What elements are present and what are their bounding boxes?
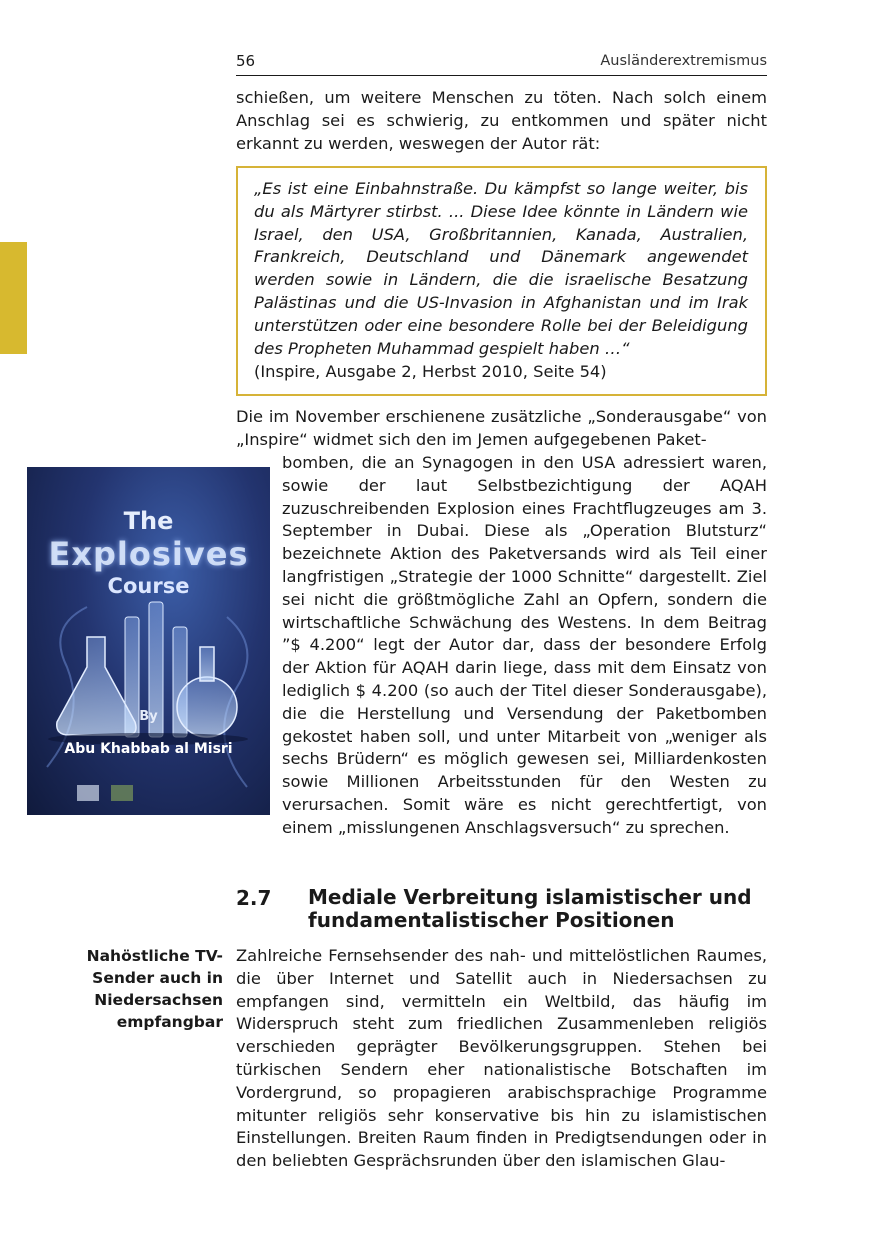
header-rule xyxy=(236,75,767,76)
paragraph-1: schießen, um weitere Menschen zu töten. Nach solch einem Anschlag sei es schwierig, zu entkommen und später nicht erkannt zu werden, weswegen der Autor rät: xyxy=(236,88,767,153)
margin-note: Nahöstliche TV-Sender auch in Niedersachsen empfangbar xyxy=(86,947,223,1031)
chapter-thumb-tab xyxy=(0,242,27,354)
cover-title-line2: Explosives xyxy=(48,535,249,573)
page-number: 56 xyxy=(236,52,256,70)
cover-title-line3: Course xyxy=(107,574,190,598)
section-number: 2.7 xyxy=(236,886,272,910)
paragraph-2: Die im November erschienene zusätzliche „Sonderausgabe“ von „Inspire“ widmet sich den im Jemen aufgegebenen Paket- xyxy=(236,407,767,449)
quote-text: „Es ist eine Einbahnstraße. Du kämpfst so lange weiter, bis du als Märtyrer stirbst. ... Diese Idee könnte in Ländern wie Israel, den USA, Großbritannien, Kanada, Australien, Frankreich, Deutschland und Dänemark angewendet werden sowie in Ländern, die die israelische Besatzung Palästinas und die US-Invasion in Afghanistan und im Irak unterstützen oder eine besondere Rolle bei der Beleidigung des Propheten Muhammad gespielt haben …“ xyxy=(254,179,748,358)
paragraph-3: bomben, die an Synagogen in den USA adressiert waren, sowie der laut Selbstbezichtigung der AQAH zuzuschreibenden Explosion eines Frachtflugzeuges am 3. September in Dubai. Diese als „Operation Blutsturz“ bezeichnete Aktion des Paketversands wird als Teil einer langfristigen „Strategie der 1000 Schnitte“ dargestellt. Ziel sei nicht die größtmögliche Zahl an Opfern, sondern die wirtschaftliche Schwächung des Westens. In dem Beitrag ”$ 4.200“ legt der Autor dar, dass der besondere Erfolg der Aktion für AQAH darin liege, dass mit dem Einsatz von lediglich $ 4.200 (so auch der Titel dieser Sonderausgabe), die die Herstellung und Versendung der Paketbomben gekostet haben soll, und unter Mitarbeit von „weniger als sechs Brüdern“ es möglich gewesen sei, Milliardenkosten sowie Millionen Arbeitsstunden für den Westen zu verursachen. Somit wäre es nicht gerechtfertigt, von einem „misslungenen Anschlagsversuch“ zu sprechen. xyxy=(282,453,767,837)
book-cover-image xyxy=(27,467,270,815)
cover-author: Abu Khabbab al Misri xyxy=(64,741,233,757)
running-title: Ausländerextremismus xyxy=(600,53,767,69)
cover-by: By xyxy=(139,709,158,724)
paragraph-4: Zahlreiche Fernsehsender des nah- und mittelöstlichen Raumes, die über Internet und Satellit auch in Niedersachsen zu empfangen sind, vermitteln ein Weltbild, das häufig im Widerspruch steht zum friedlichen Zusammenleben religiös verschieden geprägter Bevölkerungsgruppen. Stehen bei türkischen Sendern eher nationalistische Botschaften im Vordergrund, so propagieren arabischsprachige Programme mitunter religiös sehr konservative bis hin zu islamistischen Einstellungen. Breiten Raum finden in Predigtsendungen oder in den beliebten Gesprächsrunden über den islamischen Glau- xyxy=(236,946,767,1171)
cover-title-line1: The xyxy=(123,507,174,535)
quote-source: (Inspire, Ausgabe 2, Herbst 2010, Seite 54) xyxy=(254,362,607,381)
section-title: Mediale Verbreitung islamistischer und fundamentalistischer Positionen xyxy=(308,885,752,932)
